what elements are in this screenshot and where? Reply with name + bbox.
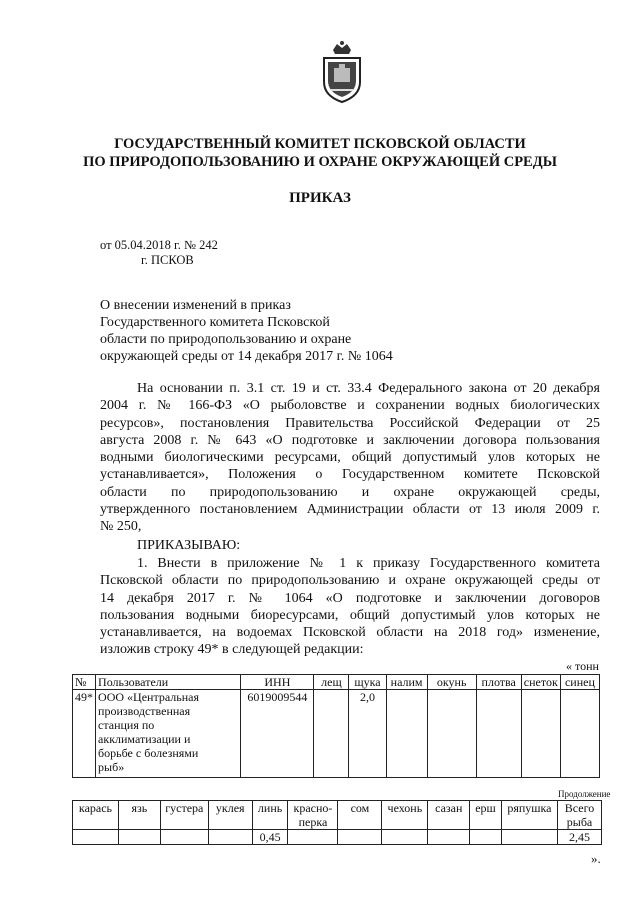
text-line: ресурсов», постановления Правительства Российской Федерации от 25 [100, 415, 600, 431]
text-line: водными биологическими ресурсами, общий допустимый улов которых не [100, 450, 600, 466]
header-cell [288, 801, 338, 830]
rudd-cell [288, 830, 338, 845]
header-cell: линь [252, 801, 288, 830]
paragraph-amendment [100, 555, 600, 659]
pike-cell: 2,0 [349, 690, 386, 778]
header-line: перка [298, 815, 328, 829]
table-row [73, 830, 602, 845]
user-line: борьбе с болезнями [98, 746, 199, 760]
coat-of-arms-icon [319, 40, 365, 104]
paragraph-basis [100, 380, 600, 536]
perch-cell [427, 690, 476, 778]
header-cell: № [73, 675, 96, 690]
header-cell: язь [118, 801, 160, 830]
sabrefish-cell [382, 830, 428, 845]
crucian-cell [73, 830, 119, 845]
date-number: от 05.04.2018 г. № 242 [100, 238, 218, 252]
text-line: 1. Внести в приложение № 1 к приказу Государственного комитета [137, 556, 600, 571]
header-cell: Пользователи [96, 675, 241, 690]
header-cell: окунь [427, 675, 476, 690]
org-name-line1: ГОСУДАРСТВЕННЫЙ КОМИТЕТ ПСКОВСКОЙ ОБЛАСТИ [114, 136, 526, 152]
header-line: Всего [564, 801, 595, 815]
burbot-cell [386, 690, 427, 778]
table-header-row [73, 675, 600, 690]
roach-cell [476, 690, 521, 778]
quota-table [72, 674, 600, 778]
header-cell: карась [73, 801, 119, 830]
smelt-cell [521, 690, 560, 778]
city: г. ПСКОВ [141, 253, 194, 267]
inn-cell: 6019009544 [241, 690, 314, 778]
tench-cell: 0,45 [252, 830, 288, 845]
subject-line: О внесении изменений в приказ [100, 298, 291, 313]
header-cell: плотва [476, 675, 521, 690]
header-line: рыба [566, 815, 593, 829]
carp-cell [428, 830, 470, 845]
text-line: 14 декабря 2017 г. № 1064 «О подготовке и заключении договоров [100, 590, 600, 606]
text-line: 2004 г. № 166-ФЗ «О рыболовстве и сохранении водных биологических [100, 398, 600, 414]
ide-cell [118, 830, 160, 845]
header-cell: сом [338, 801, 382, 830]
header-line: красно- [293, 801, 333, 815]
text-line: устанавливается, на водоемах Псковской области на 2018 год» изменение, [100, 625, 600, 641]
white-bream-cell [160, 830, 208, 845]
order-word: ПРИКАЗЫВАЮ: [137, 538, 241, 553]
row-number: 49* [73, 690, 96, 778]
subject-block [100, 297, 393, 365]
continuation-label: Продолжение [558, 789, 611, 799]
ruffe-cell [470, 830, 502, 845]
vendace-cell [501, 830, 557, 845]
text-line: изложив строку 49* в следующей редакции: [100, 642, 364, 658]
header-cell: налим [386, 675, 427, 690]
total-cell: 2,45 [558, 830, 602, 845]
header-cell: лещ [314, 675, 349, 690]
blue-bream-cell [560, 690, 599, 778]
text-line: Псковской области по природопользованию и охране окружающей среды от [100, 573, 600, 589]
header-cell: чехонь [382, 801, 428, 830]
units-note: « тонн [566, 659, 599, 673]
header-cell: ИНН [241, 675, 314, 690]
header-cell: густера [160, 801, 208, 830]
header-cell: сазан [428, 801, 470, 830]
user-line: станция по [98, 718, 155, 732]
closing-quote: ». [591, 851, 601, 866]
text-line: пользования водными биоресурсами, общий допустимый улов которых не [100, 607, 600, 623]
header-cell: уклея [208, 801, 252, 830]
table-header-row [73, 801, 602, 830]
header-cell: синец [560, 675, 599, 690]
bleak-cell [208, 830, 252, 845]
user-line: производственная [98, 704, 191, 718]
quota-table-continued [72, 800, 602, 845]
header-cell [558, 801, 602, 830]
text-line: На основании п. 3.1 ст. 19 и ст. 33.4 Федерального закона от 20 декабря [137, 381, 600, 396]
document-title: ПРИКАЗ [289, 190, 351, 206]
text-line: области по природопользованию и охране окружающей среды, [100, 484, 600, 500]
text-line: августа 2008 г. № 643 «О подготовке и заключении договора пользования [100, 432, 600, 448]
bream-cell [314, 690, 349, 778]
header-cell: снеток [521, 675, 560, 690]
org-name-line2: ПО ПРИРОДОПОЛЬЗОВАНИЮ И ОХРАНЕ ОКРУЖАЮЩЕЙ СРЕДЫ [83, 154, 557, 170]
table-row [73, 690, 600, 778]
subject-line: области по природопользованию и охране [100, 332, 352, 347]
subject-line: окружающей среды от 14 декабря 2017 г. № 1064 [100, 349, 393, 364]
header-cell: ерш [470, 801, 502, 830]
text-line: № 250, [100, 519, 142, 535]
user-line: акклиматизации и [98, 732, 191, 746]
user-line: ООО «Центральная [98, 690, 199, 704]
text-line: утвержденного постановлением Администрации области от 13 июля 2009 г. [100, 502, 600, 518]
user-cell [96, 690, 241, 778]
catfish-cell [338, 830, 382, 845]
user-line: рыб» [98, 760, 125, 774]
text-line: устанавливается», Положения о Государственном комитете Псковской [100, 467, 600, 483]
header-cell: ряпушка [501, 801, 557, 830]
header-cell: щука [349, 675, 386, 690]
subject-line: Государственного комитета Псковской [100, 315, 330, 330]
